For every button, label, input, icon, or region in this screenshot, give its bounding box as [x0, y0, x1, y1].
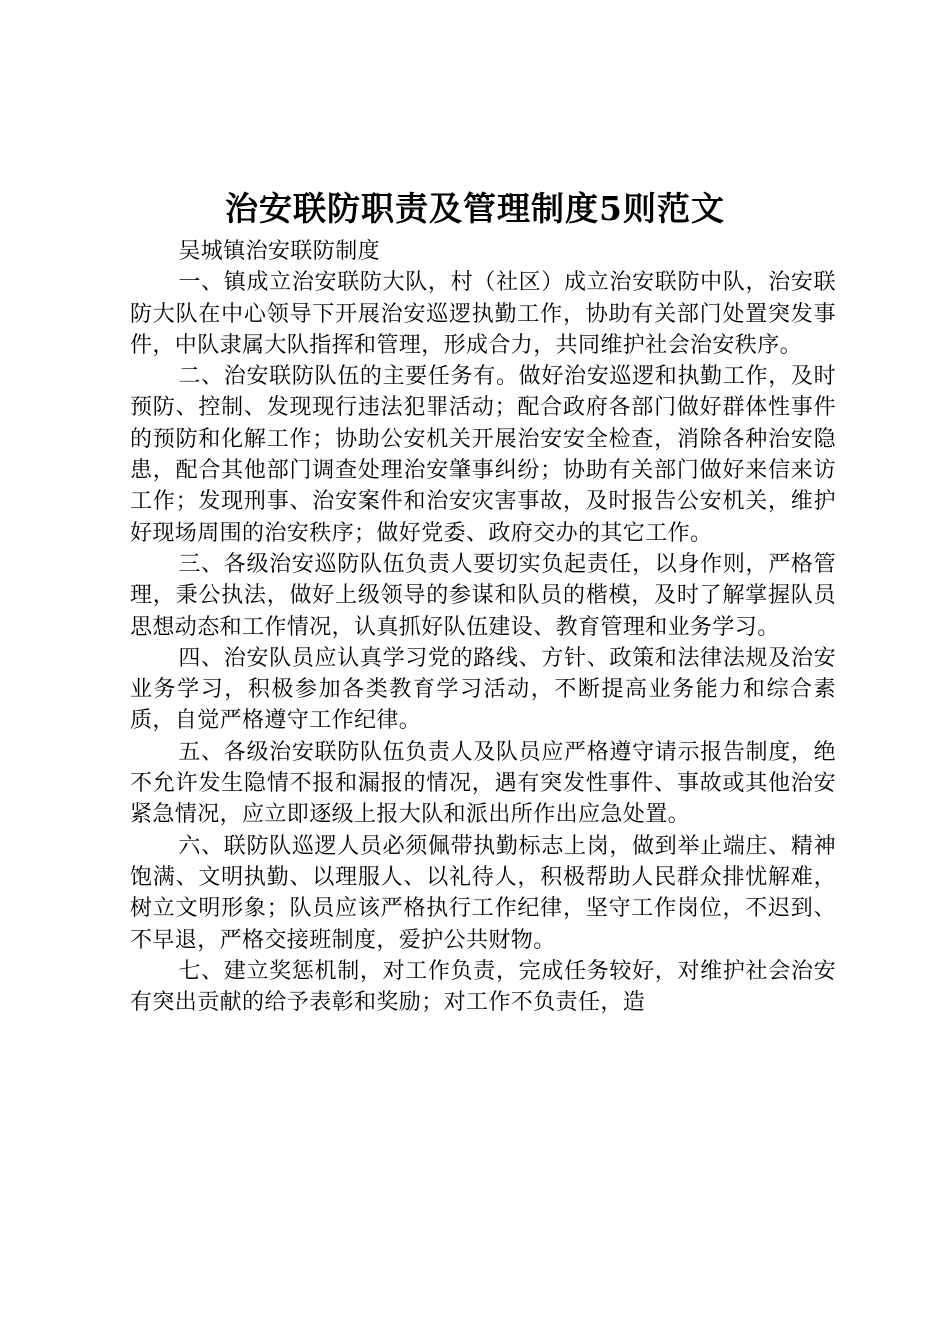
- paragraph-item-7: 七、建立奖惩机制，对工作负责，完成任务较好，对维护社会治安有突出贡献的给予表彰和奖励；对工作不负责任，造: [130, 958, 836, 1016]
- document-title: 治安联防职责及管理制度5则范文: [225, 189, 725, 228]
- paragraph-subtitle: 吴城镇治安联防制度: [178, 239, 380, 264]
- paragraph-item-3: 三、各级治安巡防队伍负责人要切实负起责任，以身作则，严格管理，秉公执法，做好上级领导的参谋和队员的楷模，及时了解掌握队员思想动态和工作情况，认真抓好队伍建设、教育管理和业务学习。: [130, 551, 836, 640]
- paragraph-item-5: 五、各级治安联防队伍负责人及队员应严格遵守请示报告制度，绝不允许发生隐情不报和漏报的情况，遇有突发性事件、事故或其他治安紧急情况，应立即逐级上报大队和派出所作出应急处置。: [130, 739, 836, 828]
- document-body: [130, 236, 836, 1018]
- paragraph-item-4: 四、治安队员应认真学习党的路线、方针、政策和法律法规及治安业务学习，积极参加各类教育学习活动，不断提高业务能力和综合素质，自觉严格遵守工作纪律。: [130, 645, 836, 734]
- paragraph-item-6: 六、联防队巡逻人员必须佩带执勤标志上岗，做到举止端庄、精神饱满、文明执勤、以理服人、以礼待人，积极帮助人民群众排忧解难，树立文明形象；队员应该严格执行工作纪律，坚守工作岗位，不迟到、不早退，严格交接班制度，爱护公共财物。: [130, 833, 836, 953]
- paragraph-item-1: 一、镇成立治安联防大队，村（社区）成立治安联防中队，治安联防大队在中心领导下开展治安巡逻执勤工作，协助有关部门处置突发事件，中队隶属大队指挥和管理，形成合力，共同维护社会治安秩序。: [130, 270, 836, 358]
- paragraph-item-2: 二、治安联防队伍的主要任务有。做好治安巡逻和执勤工作，及时预防、控制、发现现行违法犯罪活动；配合政府各部门做好群体性事件的预防和化解工作；协助公安机关开展治安安全检查，消除各种治安隐患，配合其他部门调查处理治安肇事纠纷；协助有关部门做好来信来访工作；发现刑事、治安案件和治安灾害事故，及时报告公安机关，维护好现场周围的治安秩序；做好党委、政府交办的其它工作。: [130, 364, 836, 546]
